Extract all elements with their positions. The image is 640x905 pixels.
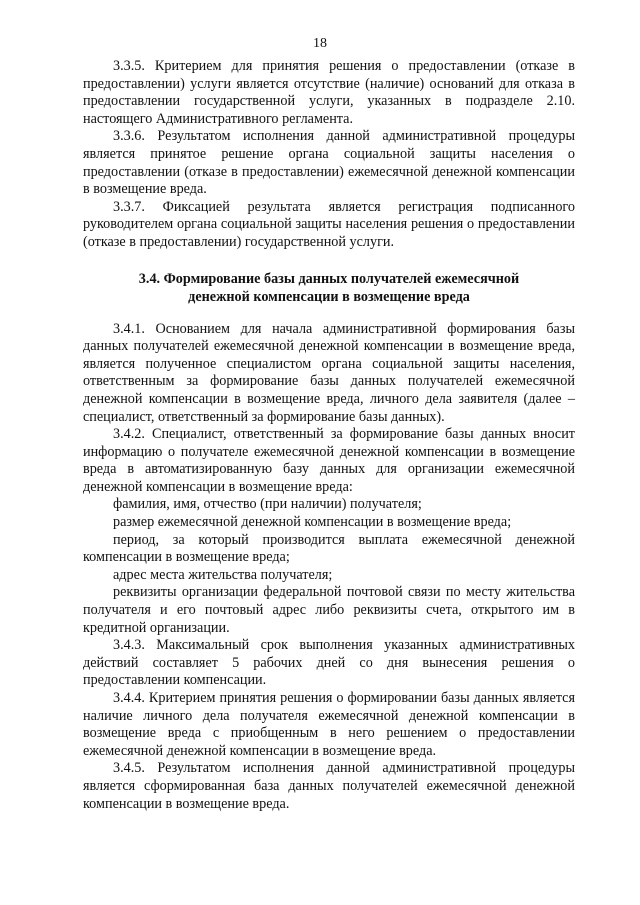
paragraph-3-3-7: 3.3.7. Фиксацией результата является регистрация подписанного руководителем органа социальной защиты населения решения о предоставлении (отказе в предоставлении) государственной услуги. (83, 198, 575, 250)
document-body (83, 58, 575, 813)
section-heading-3-4 (83, 270, 575, 306)
paragraph-3-4-1: 3.4.1. Основанием для начала административной формирования базы данных получателей ежемесячной денежной компенсации в возмещение вреда, является полученное специалистом органа социальной защиты населения, ответственным за формирование базы данных получателей ежемесячной денежной компенсации в возмещение вреда, личного дела заявителя (далее – специалист, ответственный за формирование базы данных). (83, 320, 575, 425)
paragraph-3-3-5: 3.3.5. Критерием для принятия решения о предоставлении (отказе в предоставлении) услуги является отсутствие (наличие) оснований для отказа в предоставлении государственной услуги, указанных в подразделе 2.10. настоящего Административного регламента. (83, 58, 575, 127)
page-number: 18 (313, 36, 327, 51)
paragraph-3-4-4: 3.4.4. Критерием принятия решения о формировании базы данных является наличие личного дела получателя ежемесячной денежной компенсации в возмещение вреда с приобщенным в него решением о предоставлении ежемесячной денежной компенсации в возмещение вреда. (83, 690, 575, 759)
list-item-address: адрес места жительства получателя; (113, 566, 333, 583)
section-heading-line-2: денежной компенсации в возмещение вреда (188, 288, 470, 305)
section-heading-line-1: 3.4. Формирование базы данных получателей ежемесячной (138, 270, 520, 287)
list-item-full-name: фамилия, имя, отчество (при наличии) получателя; (113, 496, 422, 513)
paragraph-3-3-6: 3.3.6. Результатом исполнения данной административной процедуры является принятое решение органа социальной защиты населения о предоставлении (отказе в предоставлении) ежемесячной денежной компенсации в возмещение вреда. (83, 128, 575, 198)
paragraph-3-4-2: 3.4.2. Специалист, ответственный за формирование базы данных вносит информацию о получателе ежемесячной денежной компенсации в возмещение вреда в автоматизированную базу данных для организации ежемесячной денежной компенсации в возмещение вреда: (83, 426, 575, 495)
paragraph-3-4-5: 3.4.5. Результатом исполнения данной административной процедуры является сформированная база данных получателей ежемесячной денежной компенсации в возмещение вреда. (83, 760, 575, 812)
list-item-postal-details: реквизиты организации федеральной почтовой связи по месту жительства получателя и его почтовый адрес либо реквизиты счета, открытого им в кредитной организации. (83, 584, 575, 636)
list-item-compensation-amount: размер ежемесячной денежной компенсации в возмещение вреда; (113, 514, 512, 531)
list-item-payment-period: период, за который производится выплата ежемесячной денежной компенсации в возмещение вреда; (83, 531, 575, 566)
paragraph-3-4-3: 3.4.3. Максимальный срок выполнения указанных административных действий составляет 5 рабочих дней со дня вынесения решения о предоставлении компенсации. (83, 637, 575, 689)
